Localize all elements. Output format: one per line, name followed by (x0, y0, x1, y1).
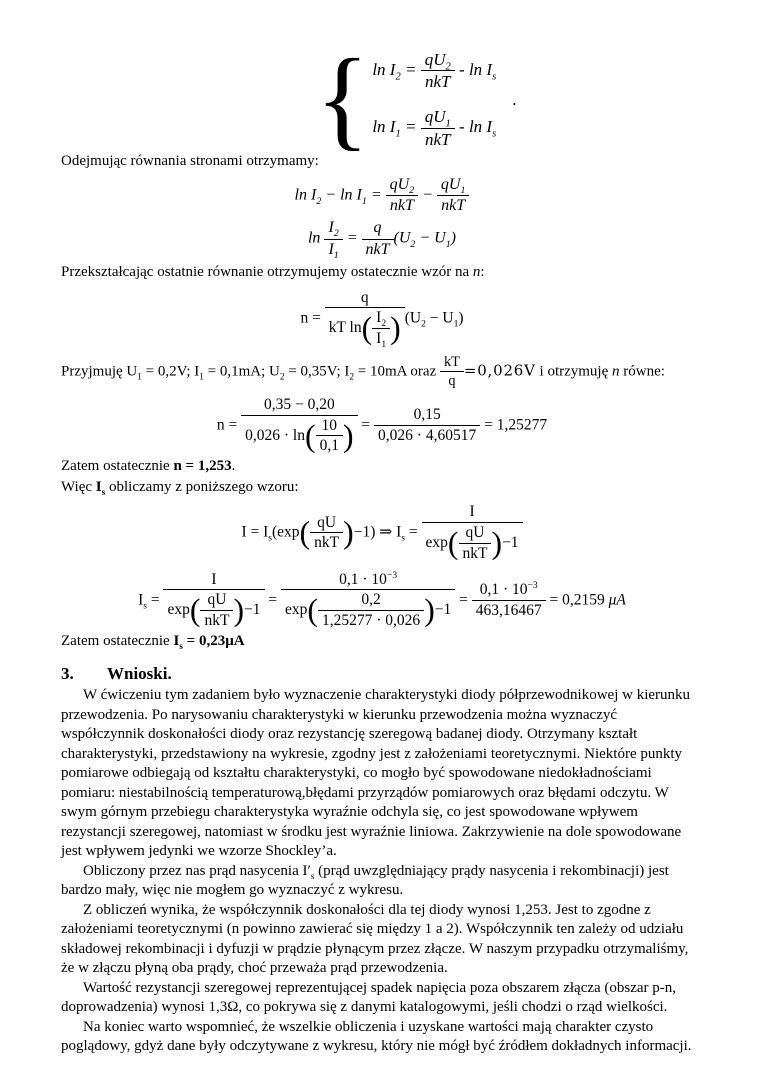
left-paren: ( (189, 592, 201, 628)
fraction: q kT ln( $\frac{I_2}{I_1}$ ) (325, 289, 405, 348)
fraction-inner: $\frac{I_2}{I_1}$ (372, 309, 390, 348)
left-paren: ( (307, 592, 319, 628)
fraction: $\frac{0,15}{0,026 \cdot 4,60517}$ (374, 406, 480, 445)
section-title: Wnioski. (107, 663, 172, 683)
fraction: I exp( $\frac{qU}{\text{nkT}}$ )−1 (422, 503, 523, 562)
fraction: $\frac{qU_2}{\text{nkT}}$ (386, 176, 419, 216)
equation-n-calculation: n = 0,35 − 0,20 0,026 · ln( $\frac{10}{0,1}$ ) = $\frac{0,15}{0,026 \cdot 4,60517}$ = 1,25277 (216, 395, 548, 455)
fraction-inner: $\frac{10}{0,1}$ (316, 417, 343, 456)
conclusion-paragraph-2: Obliczony przez nas prąd nasycenia $I'_s$ (prąd uwzględniający prądy nasycenia i rekombinacji) jest bardzo mały, więc nie mogłem go wyznaczyć z wykresu. (61, 862, 669, 899)
fraction: $0,1 \cdot 10^{-3}$ exp( $\frac{0,2}{1,25277 \cdot 0,026}$ )−1 (281, 571, 455, 630)
left-paren: ( (361, 310, 373, 346)
fraction-inner: $\frac{qU}{\text{nkT}}$ (459, 524, 492, 563)
assumptions-line: Przyjmuję $U_1 = 0,2V$; $I_1 = 0,1mA$; $U_2 = 0,35V$; $I_2 = 10mA$ oraz $\frac{kT}{q}$ =0,026V i otrzymuję n równe: (61, 354, 665, 390)
left-paren: ( (447, 525, 459, 561)
equation-is-calculation: $I_s$ = I exp( $\frac{qU}{\text{nkT}}$ )−1 = $0,1 \cdot 10^{-3}$ exp( $\frac{0,2}{1,25277 \cdot 0,026}$ )−1 = $\frac{0,1 \cdot 10^{-3}}{463,16467}$ = 0,2159 μA (138, 569, 626, 630)
equation-subtracted: $\ln I_2 - \ln I_1$ = $\frac{qU_2}{\text{nkT}}$ − $\frac{qU_1}{\text{nkT}}$ (61, 176, 703, 216)
final-n-value: n = 1,253 (173, 458, 232, 475)
right-paren: ) (343, 515, 354, 551)
right-paren: ) (424, 592, 435, 628)
fraction: $\frac{qU_2}{\text{nkT}}$ (421, 50, 455, 92)
equation-system (315, 37, 517, 161)
fraction: $\frac{I_2}{I_1}$ (324, 219, 342, 259)
fraction: $\frac{qU}{\text{nkT}}$ (310, 514, 343, 553)
fraction-inner: $\frac{0,2}{1,25277 \cdot 0,026}$ (318, 591, 424, 630)
unit-microampere: μA (608, 590, 626, 608)
variable-n: n (472, 264, 481, 281)
conclusion-paragraph-4: Wartość rezystancji szeregowej reprezentującej spadek napięcia poza obszarem złącza (obszar p-n, doprowadzenia) wynosi 1,3Ω, co pokrywa się z danymi katalogowymi, jeśli chodzi o rząd wielkości. (61, 979, 677, 1016)
fraction: I exp( $\frac{qU}{\text{nkT}}$ )−1 (163, 571, 264, 630)
implies-arrow: ⇒ (375, 523, 397, 541)
equation-n-formula: n = q kT ln( $\frac{I_2}{I_1}$ ) $(U_2 - U_1)$ (300, 288, 464, 351)
final-n-line: Zatem ostatecznie n = 1,253. (61, 458, 236, 475)
fraction-kt-q: $\frac{kT}{q}$ (440, 354, 464, 390)
system-equation-line1: $\ln I_2$ = $\frac{qU_2}{\text{nkT}}$ - $\ln I_s$ (372, 49, 497, 92)
system-equation-line2: $\ln I_1$ = $\frac{qU_1}{\text{nkT}}$ - $\ln I_s$ (372, 107, 497, 149)
text-subtract-line: Odejmując równania stronami otrzymamy: (61, 153, 319, 170)
right-paren: ) (233, 592, 245, 628)
conclusion-paragraph-5: Na koniec warto wspomnieć, że wszelkie obliczenia i uzyskane wartości mają charakter czysto poglądowy, gdyż dane były odczytywane z wykresu, który nie mógł być źródłem dokładnych informacji. (61, 1018, 692, 1055)
fraction: $\frac{0,1 \cdot 10^{-3}}{463,16467}$ (472, 581, 546, 620)
equation-shockley: $I = I_s(\exp$( $\frac{qU}{\text{nkT}}$ )−1) ⇒ $I_s$ = I exp( $\frac{qU}{\text{nkT}}$ )−1 (61, 503, 703, 562)
conclusion-paragraph-3: Z obliczeń wynika, że współczynnik doskonałości dla tej diody wynosi 1,253. Jest to zgodne z założeniami teoretycznymi (n powinno zawierać się między 1 a 2). Współczynnik ten zależy od udziału składowej rekombinacji i dyfuzji w prądzie płynącym przez złącze. W naszym przypadku otrzymaliśmy, że w złączu płyną oba prądy, choć przeważa prąd przewodzenia. (61, 901, 689, 977)
left-paren: ( (299, 515, 311, 551)
variable-n: n (612, 363, 620, 380)
fraction: $\frac{q}{\text{nkT}}$ (362, 219, 394, 259)
fraction-inner: $\frac{qU}{\text{nkT}}$ (200, 591, 233, 630)
system-brace-icon: { (315, 37, 370, 161)
conclusion-paragraph-1: W ćwiczeniu tym zadaniem było wyznaczenie charakterystyki diody półprzewodnikowej w kierunku przewodzenia. Po narysowaniu charakterystyki w kierunku przewodzenia można wyznaczyć współczynnik doskonałości diody oraz rezystancję szeregową badanej diody. Otrzymany kształt charakterystyki, przedstawiony na wykresie, zgodny jest z założeniami teoretycznymi. Niektóre punkty pomiarowe odbiegają od kształtu charakterystyki, co mogło być spowodowane niedokładnościami pomiaru: niestabilnością temperaturową,błędami przyrządów pomiarowych oraz błędami odczytu. W swym górnym przebiegu charakterystyka wyraźnie odchyla się, co jest spowodowane wpływem rezystancji szeregowej, natomiast w środku jest wyraźnie liniowa. Zakrzywienie na dole spowodowane jest wpływem jedynki we wzorze Shockley’a. (61, 687, 691, 860)
section-heading (61, 664, 703, 684)
right-paren: ) (342, 418, 354, 454)
left-paren: ( (304, 418, 316, 454)
fraction: 0,35 − 0,20 0,026 · ln( $\frac{10}{0,1}$ ) (241, 396, 357, 455)
system-period: . (512, 89, 517, 109)
right-paren: ) (390, 310, 401, 346)
right-paren: ) (491, 525, 503, 561)
text-transform-line: Przekształcając ostatnie równanie otrzymujemy ostatecznie wzór na n: (61, 264, 485, 281)
section-number: 3. (61, 663, 74, 683)
fraction: $\frac{qU_1}{\text{nkT}}$ (421, 107, 455, 149)
final-is-line: Zatem ostatecznie $I_s = 0,23\mu A$ (61, 633, 245, 653)
wiec-line: Więc $I_s$ obliczamy z poniższego wzoru: (61, 478, 299, 498)
system-lines (372, 50, 496, 149)
fraction: $\frac{qU_1}{\text{nkT}}$ (437, 176, 470, 216)
equation-ratio: ln $\frac{I_2}{I_1}$ = $\frac{q}{\text{nkT}}$ $(U_2 - U_1)$ (307, 219, 456, 261)
